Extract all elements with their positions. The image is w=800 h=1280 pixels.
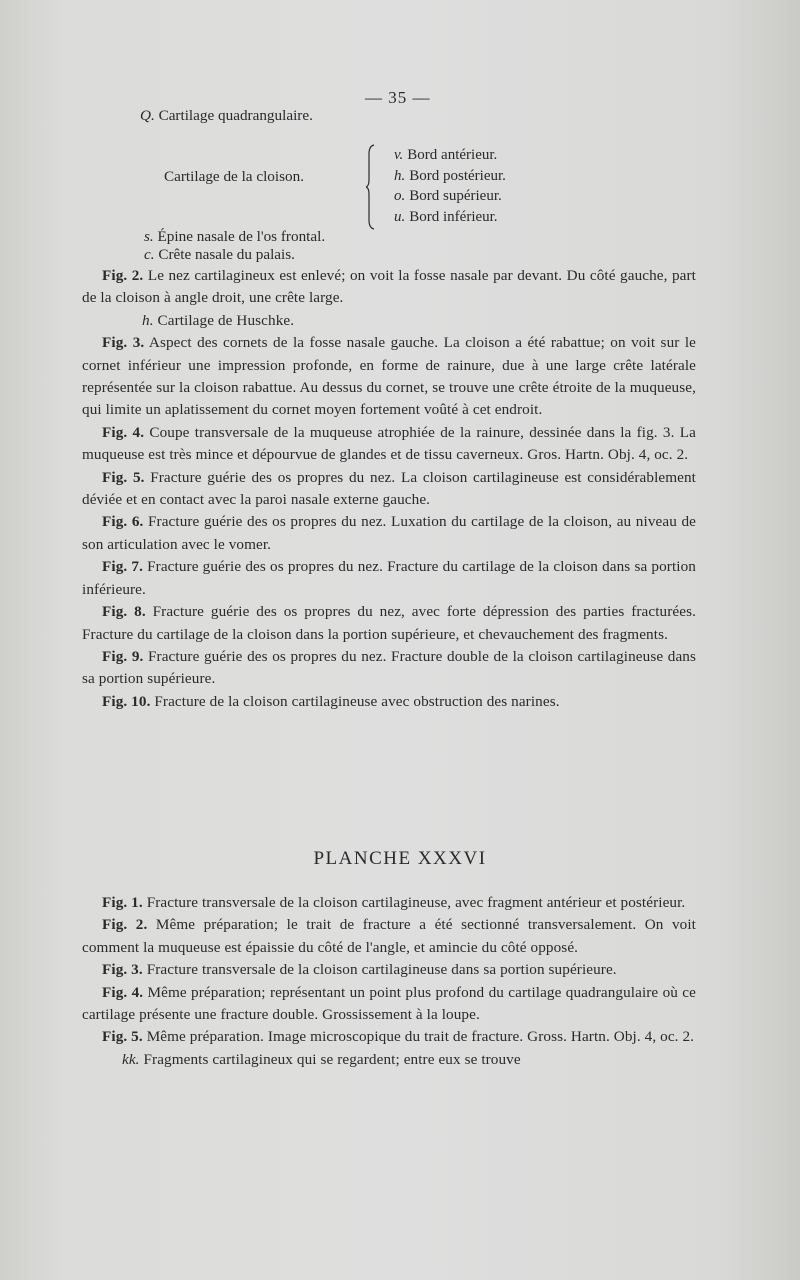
caption-paragraph: Fig. 9. Fracture guérie des os propres du nez. Fracture double de la cloison cartilagineuse dans sa portion supérieure.	[82, 647, 696, 688]
caption-paragraph: kk. Fragments cartilagineux qui se regardent; entre eux se trouve	[122, 1050, 521, 1068]
caption-paragraph: h. Cartilage de Huschke.	[142, 311, 295, 329]
caption-paragraph: Fig. 4. Coupe transversale de la muqueuse atrophiée de la rainure, dessinée dans la fig. 3. La muqueuse est très mince et dépourvue de glandes et de tissu caverneux. Gros. Hartn. Obj. 4, oc. 2.	[82, 423, 696, 464]
legend-q-letter: Q.	[140, 107, 155, 124]
caption-paragraph: Fig. 8. Fracture guérie des os propres du nez, avec forte dépression des parties fracturées. Fracture du cartilage de la cloison dans la portion supérieure, et chevauchement des fragments.	[82, 603, 696, 643]
caption-paragraph: Fig. 1. Fracture transversale de la cloison cartilagineuse, avec fragment antérieur et postérieur.	[102, 894, 686, 911]
edge-item: h. Bord postérieur.	[394, 167, 506, 184]
caption-paragraph: Fig. 3. Fracture transversale de la cloison cartilagineuse dans sa portion supérieure.	[102, 961, 617, 979]
legend-q	[140, 107, 313, 125]
caption-paragraph: Fig. 10. Fracture de la cloison cartilagineuse avec obstruction des narines.	[102, 692, 560, 710]
caption-paragraph: Fig. 7. Fracture guérie des os propres du nez. Fracture du cartilage de la cloison dans sa portion inférieure.	[82, 558, 696, 598]
caption-paragraph: Fig. 6. Fracture guérie des os propres du nez. Luxation du cartilage de la cloison, au niveau de son articulation avec le vomer.	[82, 513, 696, 553]
figure-captions-bottom	[82, 892, 696, 1071]
legend-c: c. Crête nasale du palais.	[144, 246, 295, 263]
caption-paragraph: Fig. 2. Même préparation; le trait de fracture a été sectionné transversalement. On voit comment la muqueuse est épaissie du côté de l'angle, et amincie du côté opposé.	[82, 916, 696, 956]
caption-paragraph: Fig. 3. Aspect des cornets de la fosse nasale gauche. La cloison a été rabattue; on voit sur le cornet inférieur une impression profonde, en forme de rainure, due à une large crête latérale représentée sur la cloison rabattue. Au dessus du cornet, se trouve une crête étroite de la muqueuse, qui limite un aplatissement du cornet moyen fortement voûté à cet endroit.	[82, 334, 696, 419]
caption-paragraph: Fig. 2. Le nez cartilagineux est enlevé; on voit la fosse nasale par devant. Du côté gauche, part de la cloison à angle droit, une crête large.	[82, 267, 696, 307]
cloison-label: Cartilage de la cloison.	[164, 168, 305, 185]
edge-item: u. Bord inférieur.	[394, 208, 498, 225]
edge-item: v. Bord antérieur.	[394, 147, 498, 163]
legend-q-text: Cartilage quadrangulaire.	[158, 107, 313, 124]
legend-s: s. Épine nasale de l'os frontal.	[144, 228, 326, 245]
curly-brace-icon	[366, 144, 376, 230]
page-number: — 35 —	[365, 88, 431, 107]
edge-list	[394, 145, 506, 227]
caption-paragraph: Fig. 4. Même préparation; représentant un point plus profond du cartilage quadrangulaire où ce cartilage présente une fracture double. Grossissement à la loupe.	[82, 983, 696, 1024]
caption-paragraph: Fig. 5. Fracture guérie des os propres du nez. La cloison cartilagineuse est considérablement déviée et en contact avec la paroi nasale externe gauche.	[82, 468, 696, 509]
caption-paragraph: Fig. 5. Même préparation. Image microscopique du trait de fracture. Gross. Hartn. Obj. 4, oc. 2.	[102, 1028, 695, 1046]
figure-captions-top	[82, 265, 696, 713]
planche-heading: PLANCHE XXXVI	[313, 848, 487, 869]
edge-item: o. Bord supérieur.	[394, 188, 502, 204]
